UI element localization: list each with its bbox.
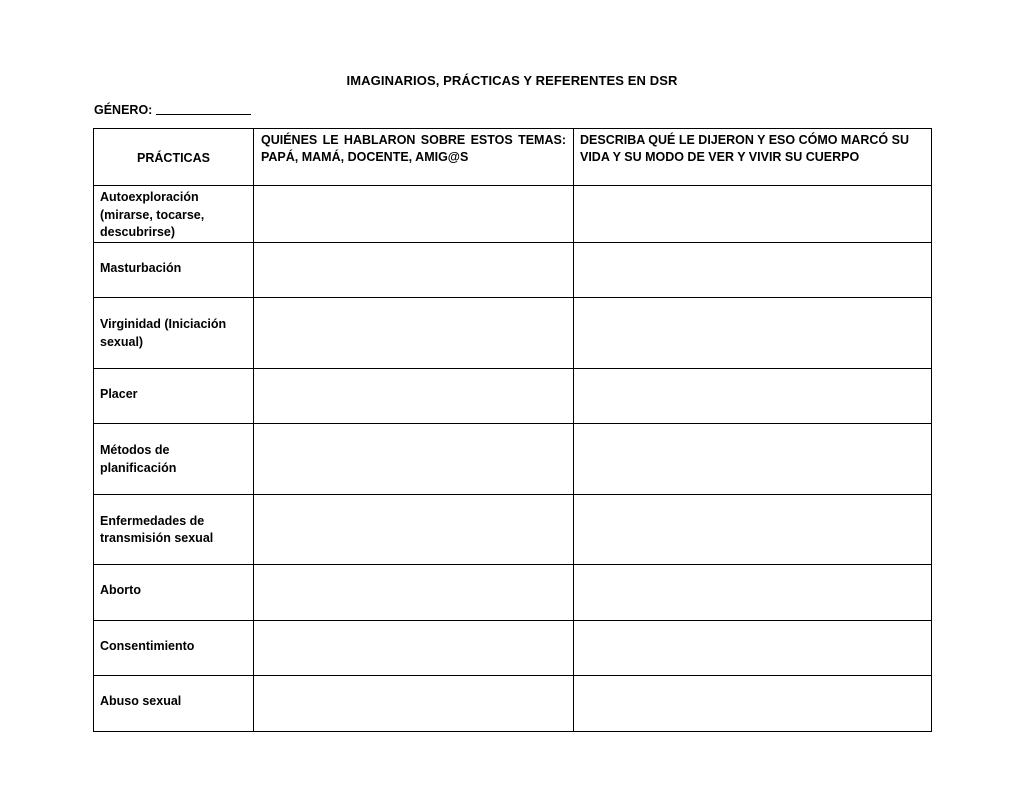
practices-table bbox=[93, 128, 932, 732]
gender-blank-line[interactable] bbox=[156, 114, 251, 115]
who-cell[interactable] bbox=[254, 186, 574, 243]
description-cell[interactable] bbox=[574, 424, 932, 495]
description-cell[interactable] bbox=[574, 494, 932, 565]
table-row bbox=[94, 368, 932, 424]
page-title: IMAGINARIOS, PRÁCTICAS Y REFERENTES EN DSR bbox=[346, 73, 678, 88]
description-cell[interactable] bbox=[574, 298, 932, 369]
description-cell[interactable] bbox=[574, 186, 932, 243]
table-row bbox=[94, 565, 932, 621]
description-cell[interactable] bbox=[574, 620, 932, 676]
practice-label: Aborto bbox=[94, 565, 254, 621]
who-cell[interactable] bbox=[254, 620, 574, 676]
who-cell[interactable] bbox=[254, 368, 574, 424]
table-row bbox=[94, 424, 932, 495]
practice-label: Métodos de planificación bbox=[94, 424, 254, 495]
table-row bbox=[94, 298, 932, 369]
table-row bbox=[94, 494, 932, 565]
practice-label: Consentimiento bbox=[94, 620, 254, 676]
description-cell[interactable] bbox=[574, 676, 932, 732]
practice-label: Abuso sexual bbox=[94, 676, 254, 732]
who-cell[interactable] bbox=[254, 676, 574, 732]
who-cell[interactable] bbox=[254, 298, 574, 369]
who-cell[interactable] bbox=[254, 565, 574, 621]
header-description: DESCRIBA QUÉ LE DIJERON Y ESO CÓMO MARCÓ SU VIDA Y SU MODO DE VER Y VIVIR SU CUERPO bbox=[574, 129, 932, 186]
table-row bbox=[94, 676, 932, 732]
header-practicas: PRÁCTICAS bbox=[94, 129, 254, 186]
table-row bbox=[94, 186, 932, 243]
practice-label: Placer bbox=[94, 368, 254, 424]
who-cell[interactable] bbox=[254, 242, 574, 298]
practice-label: Masturbación bbox=[94, 242, 254, 298]
gender-label: GÉNERO: bbox=[94, 103, 153, 117]
table-row bbox=[94, 620, 932, 676]
description-cell[interactable] bbox=[574, 565, 932, 621]
table-row bbox=[94, 242, 932, 298]
who-cell[interactable] bbox=[254, 494, 574, 565]
practice-label: Autoexploración (mirarse, tocarse, descubrirse) bbox=[94, 186, 254, 243]
practice-label: Virginidad (Iniciación sexual) bbox=[94, 298, 254, 369]
description-cell[interactable] bbox=[574, 242, 932, 298]
practice-label: Enfermedades de transmisión sexual bbox=[94, 494, 254, 565]
description-cell[interactable] bbox=[574, 368, 932, 424]
gender-field[interactable] bbox=[94, 103, 251, 117]
header-who-talked: QUIÉNES LE HABLARON SOBRE ESTOS TEMAS: PAPÁ, MAMÁ, DOCENTE, AMIG@S bbox=[254, 129, 574, 186]
who-cell[interactable] bbox=[254, 424, 574, 495]
table-header-row bbox=[94, 129, 932, 186]
